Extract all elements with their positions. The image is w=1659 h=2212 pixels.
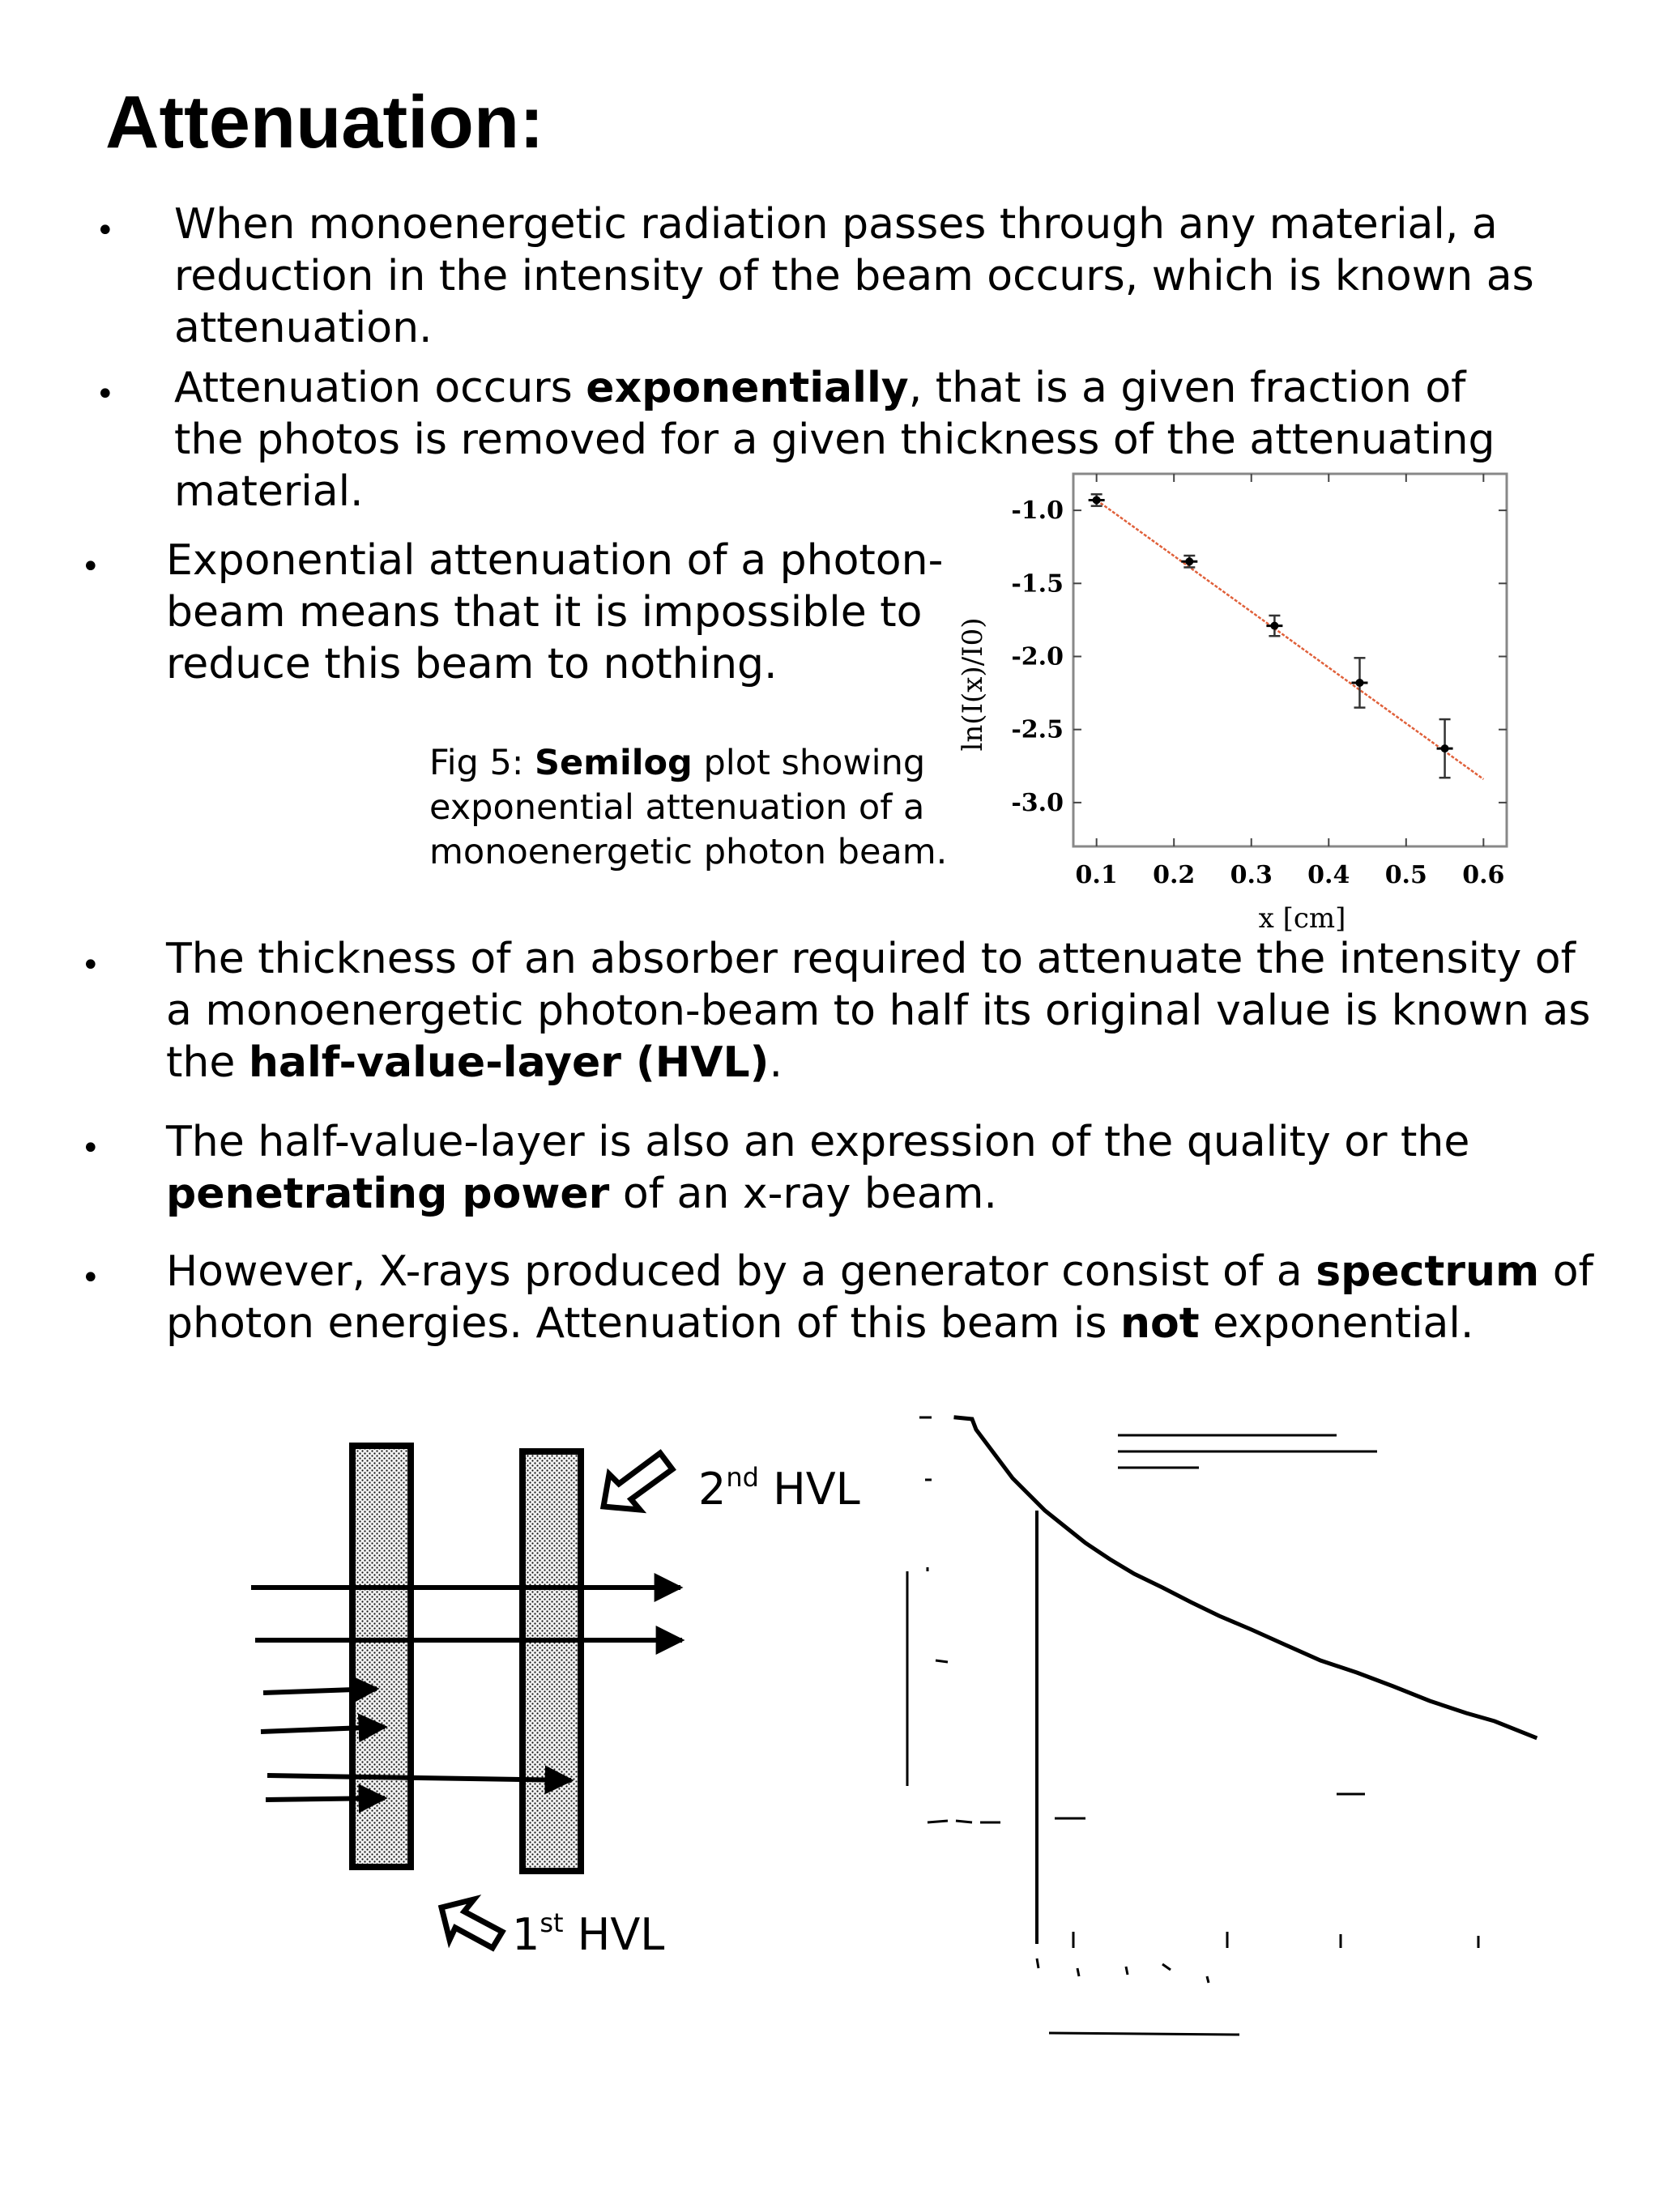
x-tick-label: 0.6 xyxy=(1462,861,1505,889)
bullet-text-4 xyxy=(166,933,1592,1089)
label-1st-hvl: 1st HVL xyxy=(512,1907,665,1960)
x-tick-label: 0.5 xyxy=(1384,861,1427,889)
bullet-text-run: Exponential attenuation of a photon-beam means that it is impossible to reduce this beam to nothing. xyxy=(166,536,944,688)
caption-line-2: exponential attenuation of a xyxy=(429,787,925,828)
spectrum-attenuation-graphic xyxy=(899,1409,1547,2057)
bullet-text-run: of photon energies. Attenuation of this beam is xyxy=(166,1247,1593,1348)
bullet-dot: • xyxy=(81,548,100,586)
data-point-marker xyxy=(1185,557,1193,565)
data-point-marker xyxy=(1441,744,1449,752)
scan-marks xyxy=(907,1417,1478,2035)
x-tick-label: 0.1 xyxy=(1075,861,1118,889)
label-2nd-hvl: 2nd HVL xyxy=(698,1462,860,1515)
y-tick-label: -1.0 xyxy=(1011,497,1064,526)
page-title: Attenuation: xyxy=(105,81,544,164)
hollow-arrow-1st-icon xyxy=(441,1899,502,1948)
caption-rest: plot showing xyxy=(692,743,926,783)
y-tick-label: -1.5 xyxy=(1011,569,1064,599)
y-tick-label: -3.0 xyxy=(1011,788,1064,817)
bullet-text-run: The half-value-layer is also an expression of the quality or the xyxy=(166,1118,1470,1166)
x-tick-label: 0.3 xyxy=(1230,861,1273,889)
data-point-marker xyxy=(1093,496,1101,504)
bullet-text-run: of an x-ray beam. xyxy=(609,1170,997,1218)
x-tick-label: 0.2 xyxy=(1153,861,1196,889)
bullet-text-3 xyxy=(166,535,976,690)
bullet-bold-text: spectrum xyxy=(1316,1247,1540,1296)
figure-caption xyxy=(429,741,947,875)
caption-bold: Semilog xyxy=(535,743,693,783)
y-axis-label: ln(I(x)/I0) xyxy=(957,617,989,752)
hollow-arrow-2nd-icon xyxy=(603,1453,672,1510)
bullet-bold-text: not xyxy=(1120,1299,1200,1348)
bullet-text-run: Attenuation occurs xyxy=(174,364,586,412)
semilog-chart xyxy=(940,462,1523,931)
bullet-text-run: When monoenergetic radiation passes through any material, a reduction in the intensity of the beam occurs, which is known as attenuation. xyxy=(174,200,1534,352)
bullet-dot: • xyxy=(96,376,115,413)
y-tick-label: -2.5 xyxy=(1011,715,1064,744)
x-axis-label: x [cm] xyxy=(1258,902,1346,931)
caption-line-3: monoenergetic photon beam. xyxy=(429,832,948,872)
bullet-text-run: However, X-rays produced by a generator consist of a xyxy=(166,1247,1316,1296)
slab-1 xyxy=(352,1446,411,1867)
bullet-text-6 xyxy=(166,1246,1616,1349)
bullet-bold-text: exponentially xyxy=(586,364,909,412)
bullet-dot: • xyxy=(81,1259,100,1297)
slab-2 xyxy=(522,1451,581,1871)
bullet-text-run: exponential. xyxy=(1199,1299,1474,1348)
bullet-text-5 xyxy=(166,1116,1592,1220)
bullet-text-run: . xyxy=(769,1038,783,1087)
bullet-text-1 xyxy=(174,198,1551,354)
bullet-dot: • xyxy=(81,1130,100,1167)
fit-line xyxy=(1097,500,1484,779)
bullet-bold-text: half-value-layer (HVL) xyxy=(248,1038,770,1087)
data-point-marker xyxy=(1355,679,1363,687)
bullet-dot: • xyxy=(81,947,100,984)
x-tick-label: 0.4 xyxy=(1307,861,1350,889)
bullet-dot: • xyxy=(96,212,115,249)
photon-arrow-6 xyxy=(266,1798,385,1800)
bullet-bold-text: penetrating power xyxy=(166,1170,610,1218)
bullet-text-run: , that is a given fraction of the photos is removed for a given thickness of the attenuating material. xyxy=(174,364,1495,516)
caption-prefix: Fig 5: xyxy=(429,743,535,783)
attenuation-curve xyxy=(956,1417,1535,1737)
data-point-marker xyxy=(1270,622,1278,630)
y-tick-label: -2.0 xyxy=(1011,642,1064,671)
bullet-text-run: The thickness of an absorber required to attenuate the intensity of a monoenergetic photon-beam to half its original value is known as the xyxy=(166,935,1591,1087)
